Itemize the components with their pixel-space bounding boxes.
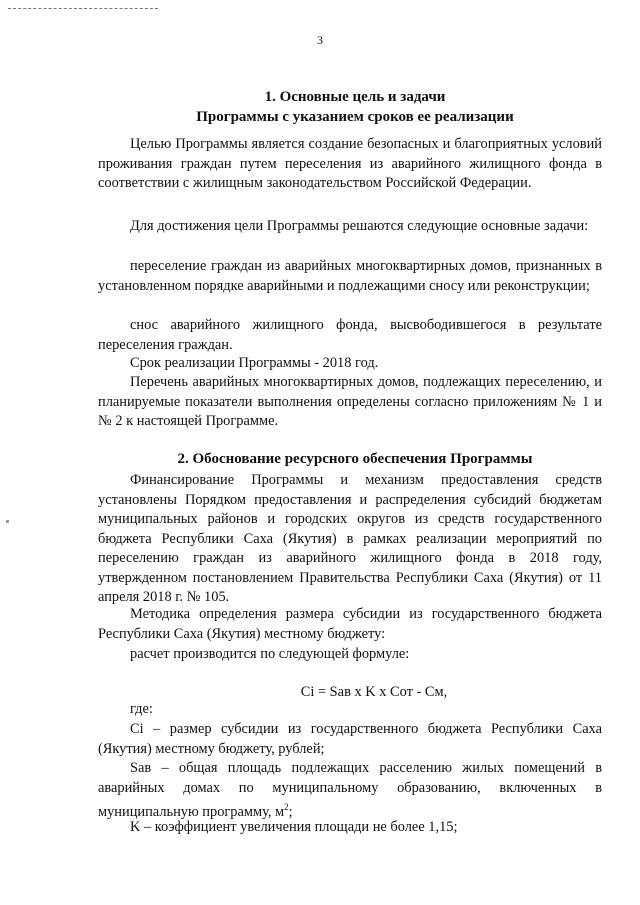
label-where: где: (130, 701, 153, 717)
paragraph-list: Перечень аварийных многоквартирных домов, подлежащих переселению, и планируемые показатели выполнения определены согласно приложениям № 1 и № 2 к настоящей Программе. (98, 374, 602, 429)
definition-k: K – коэффициент увеличения площади не более 1,15; (130, 819, 458, 835)
section1-title-line2: Программы с указанием сроков ее реализации (196, 109, 514, 125)
definition-ci: Ci – размер субсидии из государственного бюджета Республики Саха (Якутия) местному бюджету, рублей; (98, 721, 602, 757)
definition-sav (98, 759, 602, 822)
paragraph-calculation: расчет производится по следующей формуле: (130, 646, 410, 662)
page-number: 3 (317, 33, 323, 47)
paragraph-task-resettlement: переселение граждан из аварийных многоквартирных домов, признанных в установленном порядке аварийными и подлежащими сносу или реконструкции; (98, 258, 602, 294)
paragraph-task-demolition: снос аварийного жилищного фонда, высвободившегося в результате переселения граждан. (98, 317, 602, 353)
definition-sav-text: Sав – общая площадь подлежащих расселению жилых помещений в аварийных домах по муниципальному образованию, включенных в муниципальную программу, м (98, 760, 602, 820)
paragraph-term: Срок реализации Программы - 2018 год. (130, 355, 379, 371)
paragraph-method: Методика определения размера субсидии из государственного бюджета Республики Саха (Якутия) местному бюджету: (98, 606, 602, 642)
section1-title-line1: 1. Основные цель и задачи (264, 89, 446, 105)
scan-artifact-line (8, 8, 158, 10)
section2-title: 2. Обоснование ресурсного обеспечения Программы (177, 451, 533, 467)
definition-sav-suffix: ; (288, 803, 293, 820)
paragraph-goal: Целью Программы является создание безопасных и благоприятных условий проживания граждан путем переселения из аварийного жилищного фонда в соответствии с жилищным законодательством Российской Федерации. (98, 136, 602, 191)
paragraph-tasks-intro: Для достижения цели Программы решаются следующие основные задачи: (130, 218, 589, 234)
paragraph-financing: Финансирование Программы и механизм предоставления средств установлены Порядком предоставления и распределения субсидий бюджетам муниципальных районов и городских округов из средств государственного бюджета Республики Саха (Якутия) в рамках реализации мероприятий по переселению граждан из аварийного жилищного фонда в 2018 году, утвержденном постановлением Правительства Республики Саха (Якутия) от 11 апреля 2018 г. № 105. (98, 472, 602, 605)
formula: Ci = Sав x K x Cот - Cм, (300, 684, 448, 700)
margin-mark (6, 520, 9, 523)
superscript-2: 2 (284, 802, 289, 812)
